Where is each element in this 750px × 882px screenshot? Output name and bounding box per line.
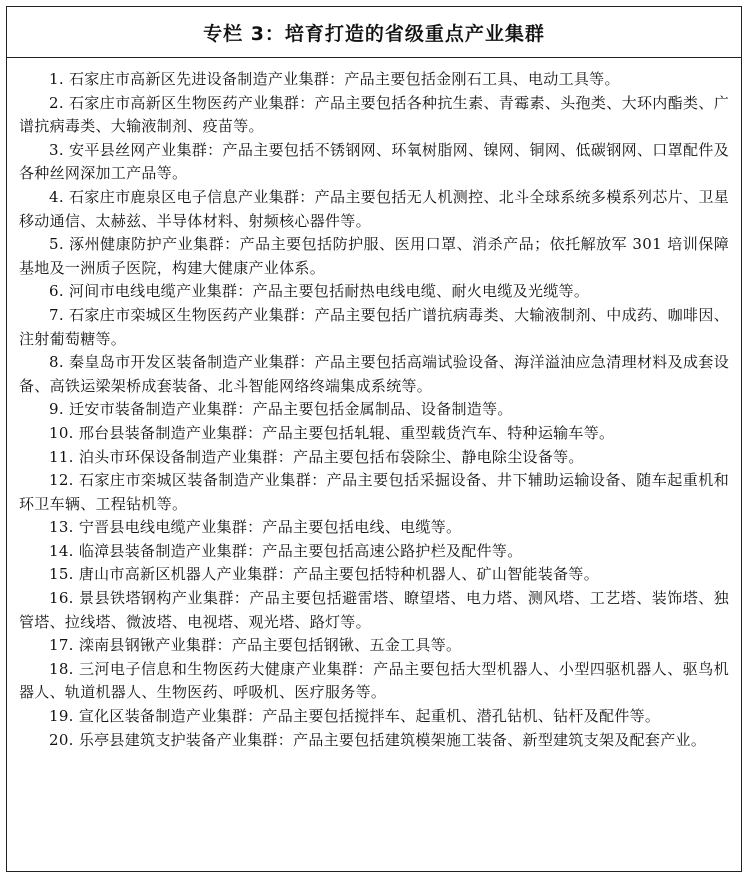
list-item: 7. 石家庄市栾城区生物医药产业集群：产品主要包括广谱抗病毒类、大输液制剂、中成药、咖啡因、注射葡萄糖等。: [19, 305, 729, 348]
list-item: 17. 滦南县钢锹产业集群：产品主要包括钢锹、五金工具等。: [49, 636, 462, 655]
list-item: 13. 宁晋县电线电缆产业集群：产品主要包括电线、电缆等。: [49, 518, 462, 537]
list-item: 19. 宣化区装备制造产业集群：产品主要包括搅拌车、起重机、潜孔钻机、钻杆及配件等。: [49, 707, 661, 726]
list-item: 20. 乐亭县建筑支护装备产业集群：产品主要包括建筑模架施工装备、新型建筑支架及配套产业。: [49, 730, 707, 749]
list-item: 1. 石家庄市高新区先进设备制造产业集群：产品主要包括金刚石工具、电动工具等。: [49, 70, 620, 88]
list-item: 11. 泊头市环保设备制造产业集群：产品主要包括布袋除尘、静电除尘设备等。: [49, 447, 584, 466]
list-item: 3. 安平县丝网产业集群：产品主要包括不锈钢网、环氧树脂网、镍网、铜网、低碳钢网、口罩配件及各种丝网深加工产品等。: [19, 140, 729, 183]
list-item: 16. 景县铁塔钢构产业集群：产品主要包括避雷塔、瞭望塔、电力塔、测风塔、工艺塔、装饰塔、独管塔、拉线塔、微波塔、电视塔、观光塔、路灯等。: [19, 589, 729, 631]
column-title: 专栏 3：培育打造的省级重点产业集群: [203, 22, 545, 45]
list-item: 18. 三河电子信息和生物医药大健康产业集群：产品主要包括大型机器人、小型四驱机器人、驱鸟机器人、轨道机器人、生物医药、呼吸机、医疗服务等。: [19, 659, 729, 702]
list-item: 8. 秦皇岛市开发区装备制造产业集群：产品主要包括高端试验设备、海洋溢油应急清理材料及成套设备、高铁运梁架桥成套装备、北斗智能网络终端集成系统等。: [19, 353, 729, 395]
list-item: 5. 涿州健康防护产业集群：产品主要包括防护服、医用口罩、消杀产品；依托解放军 301 培训保障基地及一洲质子医院，构建大健康产业体系。: [19, 235, 729, 277]
cluster-list: [7, 58, 741, 752]
list-item: 4. 石家庄市鹿泉区电子信息产业集群：产品主要包括无人机测控、北斗全球系统多模系列芯片、卫星移动通信、太赫兹、半导体材料、射频核心器件等。: [19, 187, 729, 230]
list-item: 6. 河间市电线电缆产业集群：产品主要包括耐热电线电缆、耐火电缆及光缆等。: [49, 282, 590, 301]
column-box: [6, 6, 742, 872]
title-bar: [7, 7, 741, 58]
list-item: 14. 临漳县装备制造产业集群：产品主要包括高速公路护栏及配件等。: [49, 541, 523, 560]
list-item: 10. 邢台县装备制造产业集群：产品主要包括轧辊、重型载货汽车、特种运输车等。: [49, 423, 615, 442]
list-item: 15. 唐山市高新区机器人产业集群：产品主要包括特种机器人、矿山智能装备等。: [49, 565, 600, 584]
list-item: 2. 石家庄市高新区生物医药产业集群：产品主要包括各种抗生素、青霉素、头孢类、大环内酯类、广谱抗病毒类、大输液制剂、疫苗等。: [19, 93, 729, 136]
list-item: 12. 石家庄市栾城区装备制造产业集群：产品主要包括采掘设备、井下辅助运输设备、随车起重机和环卫车辆、工程钻机等。: [19, 471, 729, 513]
list-item: 9. 迁安市装备制造产业集群：产品主要包括金属制品、设备制造等。: [49, 400, 513, 419]
